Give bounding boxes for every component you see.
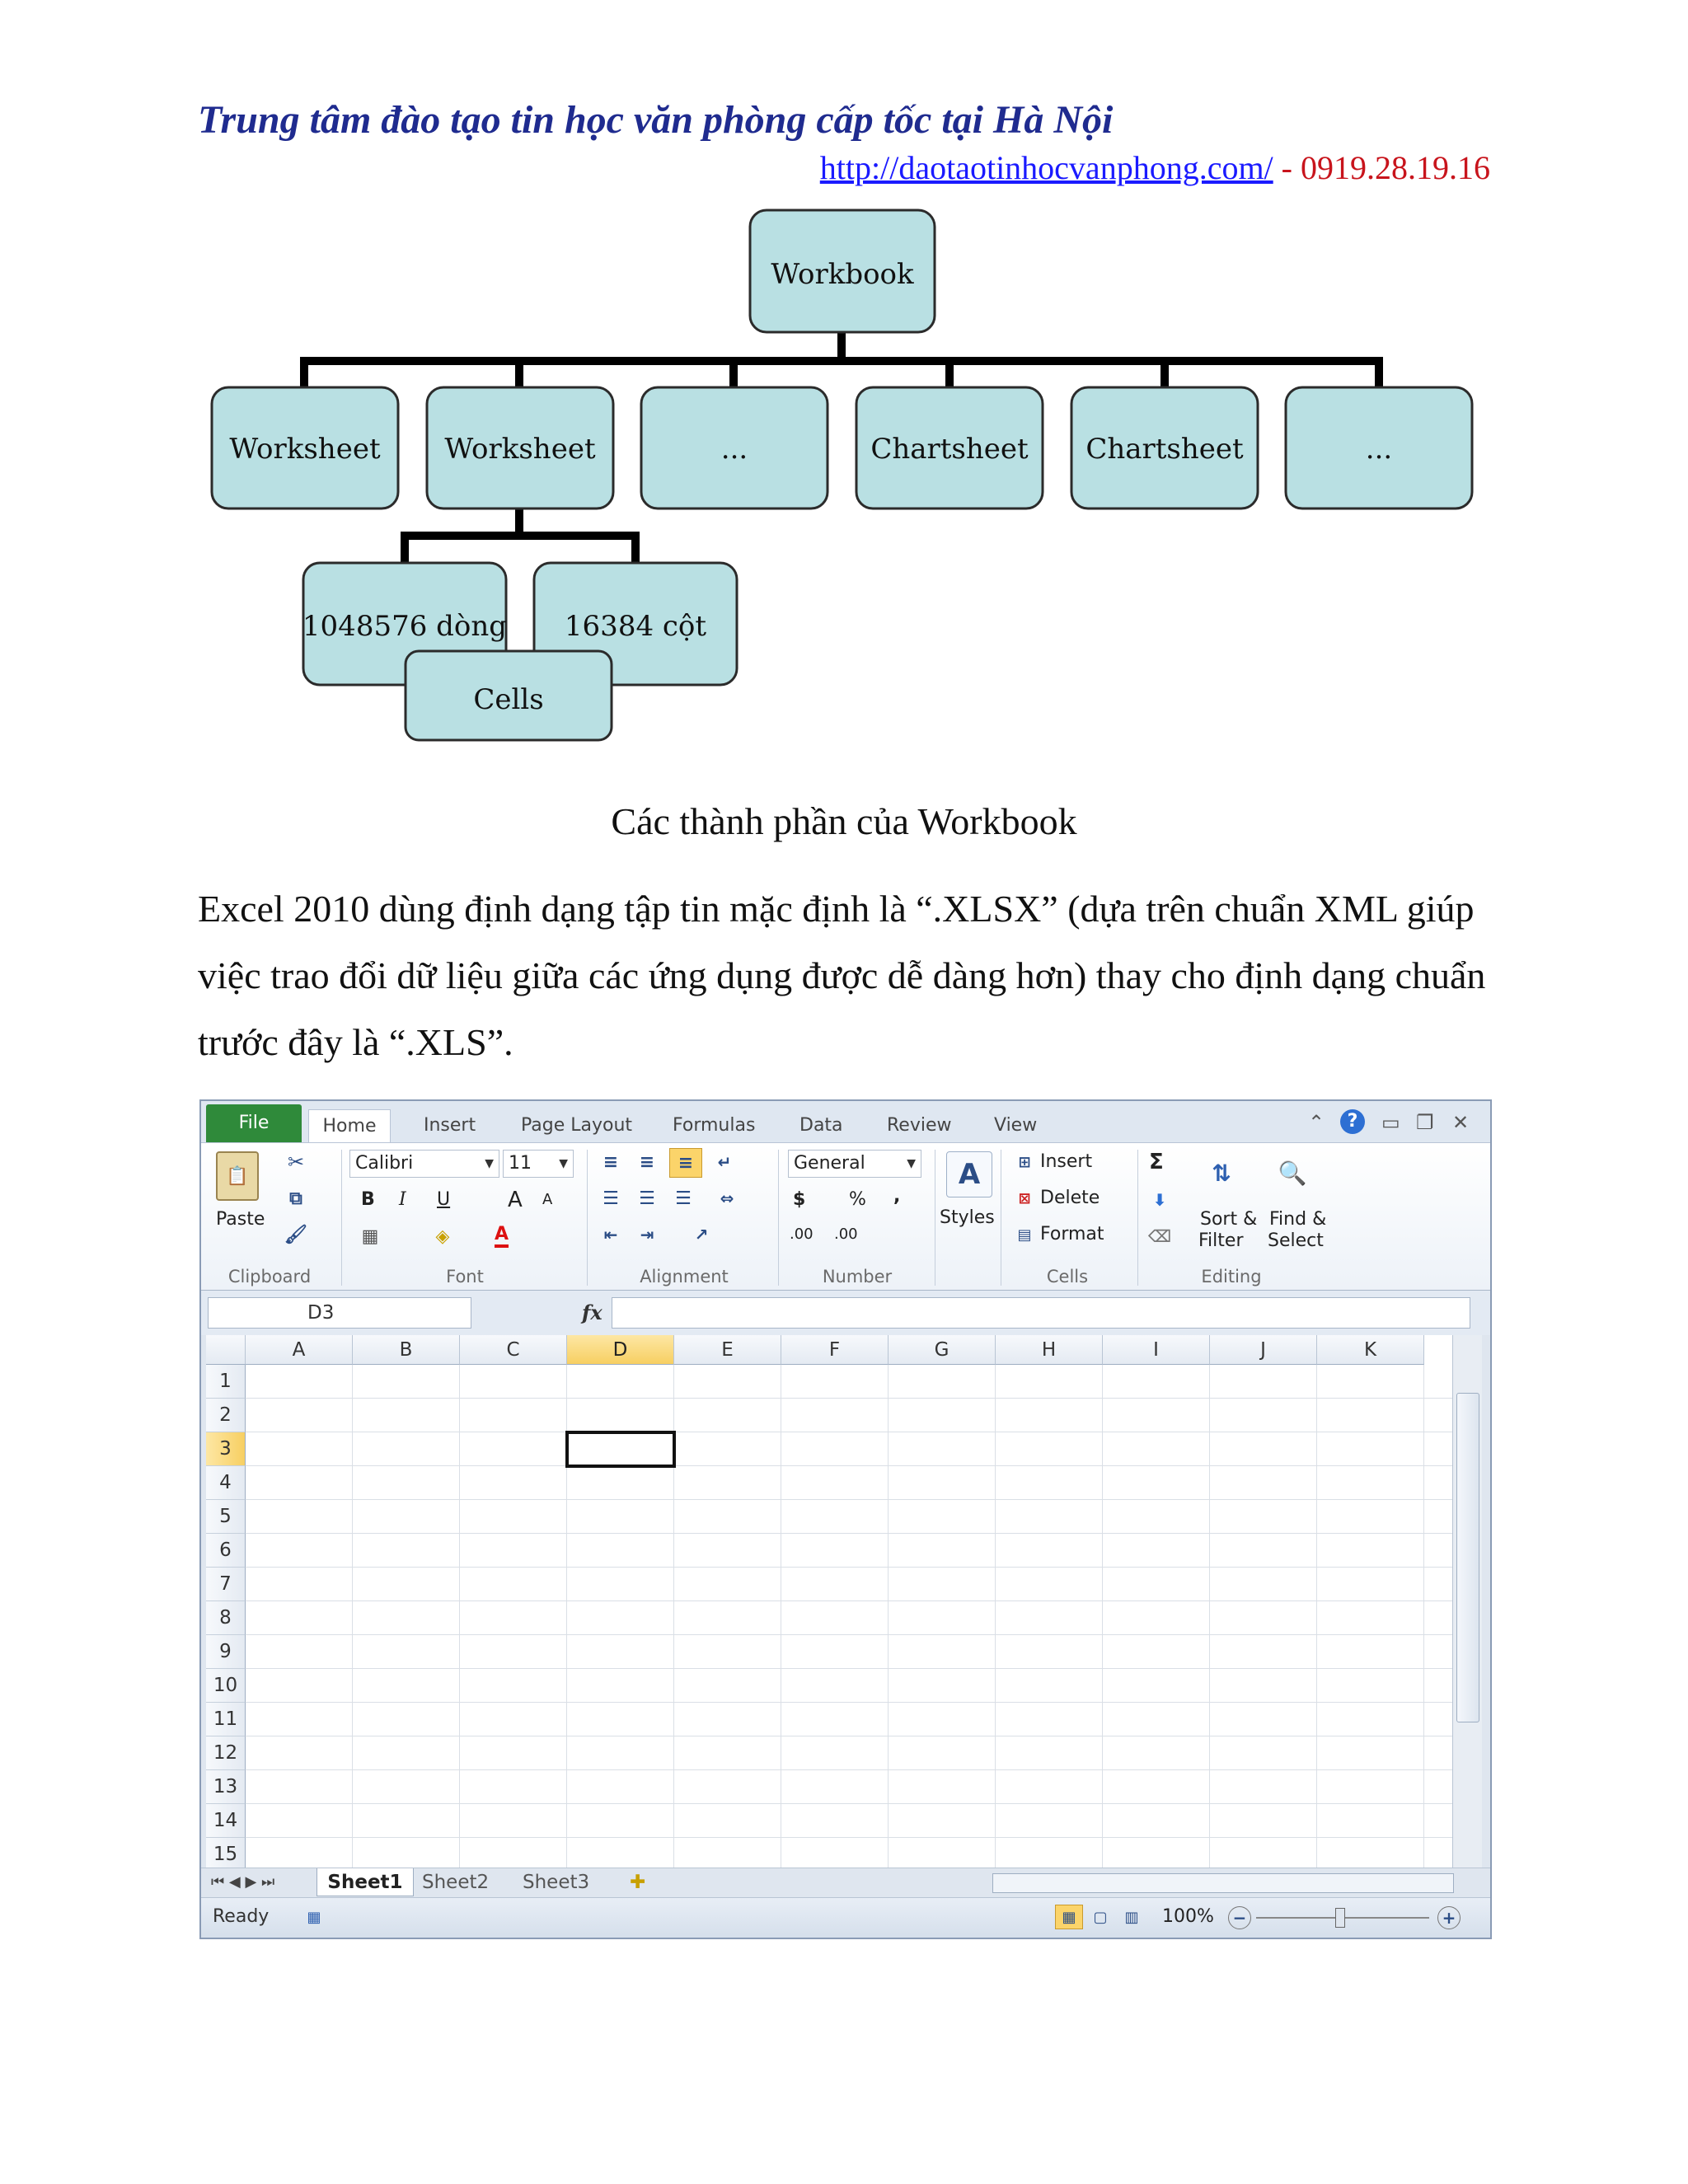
align-left-icon[interactable]: ☰ bbox=[603, 1188, 619, 1209]
currency-button[interactable]: $ bbox=[793, 1189, 806, 1210]
fill-icon[interactable]: ⬇ bbox=[1152, 1190, 1167, 1210]
page-header-title: Trung tâm đào tạo tin học văn phòng cấp tốc tại Hà Nội bbox=[198, 98, 1114, 142]
group-clipboard: Clipboard bbox=[227, 1267, 312, 1286]
number-format-value: General bbox=[794, 1153, 865, 1174]
column-header[interactable]: D bbox=[567, 1335, 674, 1365]
name-box[interactable]: D3 bbox=[208, 1297, 471, 1329]
align-middle-icon[interactable]: ≡ bbox=[639, 1151, 655, 1173]
select-label[interactable]: Select bbox=[1268, 1230, 1324, 1251]
shrink-font-button[interactable]: A bbox=[542, 1191, 553, 1208]
ribbon-home bbox=[201, 1142, 1490, 1291]
align-top-icon[interactable]: ≡ bbox=[603, 1151, 619, 1173]
sheet-tab-2[interactable]: Sheet2 bbox=[422, 1872, 490, 1893]
font-name-select[interactable]: Calibri ▼ bbox=[349, 1150, 499, 1178]
row-header[interactable]: 5 bbox=[206, 1500, 246, 1534]
filter-label[interactable]: Filter bbox=[1198, 1230, 1244, 1251]
node-rows-label: 1048576 dòng bbox=[302, 610, 508, 643]
tab-insert[interactable]: Insert bbox=[424, 1115, 476, 1136]
grow-font-button[interactable]: A bbox=[508, 1188, 523, 1212]
orientation-icon[interactable]: ↗ bbox=[694, 1225, 709, 1244]
row-header[interactable]: 11 bbox=[206, 1703, 246, 1736]
align-center-icon[interactable]: ☰ bbox=[639, 1188, 655, 1209]
column-header[interactable]: C bbox=[460, 1335, 567, 1365]
row-header[interactable]: 8 bbox=[206, 1601, 246, 1635]
insert-sheet-icon[interactable]: ✚ bbox=[630, 1872, 646, 1893]
column-header[interactable]: K bbox=[1317, 1335, 1424, 1365]
delete-cells-button[interactable]: Delete bbox=[1040, 1188, 1100, 1208]
font-size-select[interactable]: 11 ▼ bbox=[503, 1150, 574, 1178]
node-ellipsis-2-label: ... bbox=[1365, 433, 1393, 466]
group-editing: Editing bbox=[1201, 1267, 1262, 1286]
row-header[interactable]: 13 bbox=[206, 1770, 246, 1804]
figure-caption: Các thành phần của Workbook bbox=[611, 800, 1077, 842]
page-break-view-icon[interactable]: ▥ bbox=[1124, 1908, 1139, 1926]
delete-cells-icon[interactable]: ⊠ bbox=[1018, 1189, 1031, 1207]
column-header[interactable]: H bbox=[996, 1335, 1103, 1365]
find-select-icon[interactable]: 🔍 bbox=[1278, 1159, 1307, 1187]
node-worksheet-1-label: Worksheet bbox=[229, 433, 381, 466]
font-size-value: 11 bbox=[509, 1153, 532, 1174]
phone-number: 0919.28.19.16 bbox=[1301, 149, 1490, 186]
help-icon[interactable]: ? bbox=[1340, 1109, 1365, 1134]
insert-cells-icon[interactable]: ⊞ bbox=[1018, 1153, 1031, 1171]
row-header[interactable]: 12 bbox=[206, 1736, 246, 1770]
row-header[interactable]: 6 bbox=[206, 1534, 246, 1568]
fx-icon[interactable]: fx bbox=[582, 1301, 603, 1324]
window-restore-icon[interactable]: ❐ bbox=[1416, 1111, 1434, 1134]
select-all-corner[interactable] bbox=[206, 1335, 246, 1365]
page-layout-view-icon[interactable]: ▢ bbox=[1093, 1908, 1108, 1926]
copy-icon[interactable]: ⧉ bbox=[289, 1188, 302, 1209]
formula-input[interactable] bbox=[612, 1297, 1470, 1329]
zoom-level[interactable]: 100% bbox=[1162, 1906, 1214, 1927]
styles-button[interactable]: Styles bbox=[940, 1207, 995, 1228]
cut-icon[interactable]: ✂ bbox=[287, 1151, 305, 1174]
row-header[interactable]: 9 bbox=[206, 1635, 246, 1669]
format-cells-icon[interactable]: ▤ bbox=[1017, 1226, 1032, 1244]
row-header[interactable]: 1 bbox=[206, 1365, 246, 1399]
percent-button[interactable]: % bbox=[849, 1189, 866, 1210]
group-font: Font bbox=[446, 1267, 484, 1286]
underline-button[interactable]: U bbox=[437, 1189, 451, 1210]
italic-button[interactable]: I bbox=[399, 1189, 406, 1210]
tab-file[interactable]: File bbox=[206, 1104, 302, 1142]
row-header[interactable]: 2 bbox=[206, 1399, 246, 1432]
vertical-scrollbar[interactable] bbox=[1452, 1335, 1482, 1868]
column-header[interactable]: A bbox=[246, 1335, 353, 1365]
format-painter-icon[interactable]: 🖌 bbox=[284, 1224, 307, 1245]
find-label[interactable]: Find & bbox=[1269, 1209, 1327, 1230]
group-cells: Cells bbox=[1046, 1267, 1089, 1286]
tab-home[interactable]: Home bbox=[308, 1109, 391, 1142]
window-close-icon[interactable]: ✕ bbox=[1452, 1111, 1470, 1134]
node-worksheet-2-label: Worksheet bbox=[444, 433, 596, 466]
styles-icon[interactable]: A bbox=[946, 1151, 992, 1197]
macro-record-icon[interactable]: ▦ bbox=[307, 1908, 321, 1926]
sheet-tab-bar bbox=[201, 1868, 1490, 1897]
increase-decimal-button[interactable]: .00 bbox=[790, 1226, 814, 1243]
excel-window bbox=[199, 1099, 1492, 1939]
font-name-value: Calibri bbox=[355, 1153, 414, 1174]
row-header[interactable]: 4 bbox=[206, 1466, 246, 1500]
header-separator: - bbox=[1273, 149, 1301, 186]
node-chartsheet-2-label: Chartsheet bbox=[1085, 433, 1244, 466]
row-header[interactable]: 7 bbox=[206, 1568, 246, 1601]
column-header[interactable]: B bbox=[353, 1335, 460, 1365]
status-ready: Ready bbox=[213, 1906, 270, 1927]
autosum-button[interactable]: Σ bbox=[1149, 1150, 1164, 1174]
sheet-tab-1[interactable]: Sheet1 bbox=[316, 1868, 414, 1896]
normal-view-icon[interactable]: ▦ bbox=[1055, 1905, 1083, 1929]
node-ellipsis-1-label: ... bbox=[720, 433, 748, 466]
paste-icon[interactable]: 📋 bbox=[216, 1151, 259, 1201]
bold-button[interactable]: B bbox=[361, 1189, 375, 1210]
formula-bar bbox=[201, 1291, 1490, 1335]
borders-icon[interactable]: ▦ bbox=[361, 1226, 379, 1247]
row-header[interactable]: 14 bbox=[206, 1804, 246, 1838]
decrease-indent-icon[interactable]: ⇤ bbox=[603, 1225, 618, 1244]
tab-view[interactable]: View bbox=[994, 1115, 1038, 1136]
tab-page-layout[interactable]: Page Layout bbox=[521, 1115, 633, 1136]
column-header[interactable]: I bbox=[1103, 1335, 1210, 1365]
decrease-decimal-button[interactable]: .00 bbox=[834, 1226, 858, 1243]
number-format-select[interactable]: General ▼ bbox=[788, 1150, 921, 1178]
zoom-slider-thumb[interactable] bbox=[1335, 1908, 1345, 1928]
column-header[interactable]: G bbox=[889, 1335, 996, 1365]
column-header[interactable]: F bbox=[781, 1335, 889, 1365]
scrollbar-thumb[interactable] bbox=[1456, 1393, 1479, 1722]
sort-label[interactable]: Sort & bbox=[1200, 1209, 1258, 1230]
align-right-icon[interactable]: ☰ bbox=[675, 1188, 692, 1209]
status-bar bbox=[201, 1897, 1490, 1938]
node-chartsheet-1-label: Chartsheet bbox=[870, 433, 1029, 466]
tab-formulas[interactable]: Formulas bbox=[673, 1115, 756, 1136]
wrap-text-icon[interactable]: ↵ bbox=[717, 1152, 732, 1172]
font-color-button[interactable]: A bbox=[495, 1224, 509, 1248]
fill-color-icon[interactable]: ◈ bbox=[435, 1226, 450, 1247]
node-columns-label: 16384 cột bbox=[564, 610, 707, 643]
zoom-in-icon[interactable]: + bbox=[1437, 1906, 1461, 1929]
comma-button[interactable]: , bbox=[893, 1186, 901, 1207]
window-minimize-icon[interactable]: ▭ bbox=[1381, 1111, 1400, 1134]
horizontal-scrollbar[interactable] bbox=[992, 1873, 1454, 1893]
worksheet-grid[interactable] bbox=[206, 1335, 1452, 1868]
active-cell[interactable] bbox=[565, 1431, 676, 1468]
sheet-nav-icons[interactable]: ⏮ ◀ ▶ ⏭ bbox=[211, 1873, 275, 1891]
row-header[interactable]: 10 bbox=[206, 1669, 246, 1703]
tab-data[interactable]: Data bbox=[799, 1115, 843, 1136]
clear-icon[interactable]: ⌫ bbox=[1147, 1226, 1172, 1246]
column-header[interactable]: E bbox=[674, 1335, 781, 1365]
zoom-out-icon[interactable]: − bbox=[1228, 1906, 1251, 1929]
body-paragraph: Excel 2010 dùng định dạng tập tin mặc định là “.XLSX” (dựa trên chuẩn XML giúp việc trao đổi dữ liệu giữa các ứng dụng được dễ dàng hơn) thay cho định dạng chuẩn trước đây là “.XLS”. bbox=[198, 888, 1486, 1063]
merge-center-icon[interactable]: ⇔ bbox=[720, 1188, 734, 1208]
insert-cells-button[interactable]: Insert bbox=[1040, 1151, 1093, 1172]
website-link[interactable]: http://daotaotinhocvanphong.com/ bbox=[819, 149, 1273, 186]
sheet-tab-3[interactable]: Sheet3 bbox=[523, 1872, 590, 1893]
sort-filter-icon[interactable]: ⇅ bbox=[1212, 1159, 1231, 1187]
workbook-diagram bbox=[0, 0, 1688, 766]
ribbon-minimize-icon[interactable]: ⌃ bbox=[1308, 1111, 1325, 1134]
node-cells-label: Cells bbox=[473, 683, 544, 716]
node-workbook-label: Workbook bbox=[771, 258, 914, 291]
group-number: Number bbox=[822, 1267, 893, 1286]
row-header[interactable]: 15 bbox=[206, 1838, 246, 1868]
column-header[interactable]: J bbox=[1210, 1335, 1317, 1365]
align-bottom-icon[interactable]: ≡ bbox=[669, 1148, 702, 1178]
format-cells-button[interactable]: Format bbox=[1040, 1224, 1104, 1244]
ribbon-tab-bar bbox=[201, 1101, 1490, 1142]
group-alignment: Alignment bbox=[640, 1267, 729, 1286]
tab-review[interactable]: Review bbox=[887, 1115, 952, 1136]
row-header[interactable]: 3 bbox=[206, 1432, 246, 1466]
increase-indent-icon[interactable]: ⇥ bbox=[640, 1225, 654, 1244]
paste-button[interactable]: Paste bbox=[216, 1209, 265, 1230]
